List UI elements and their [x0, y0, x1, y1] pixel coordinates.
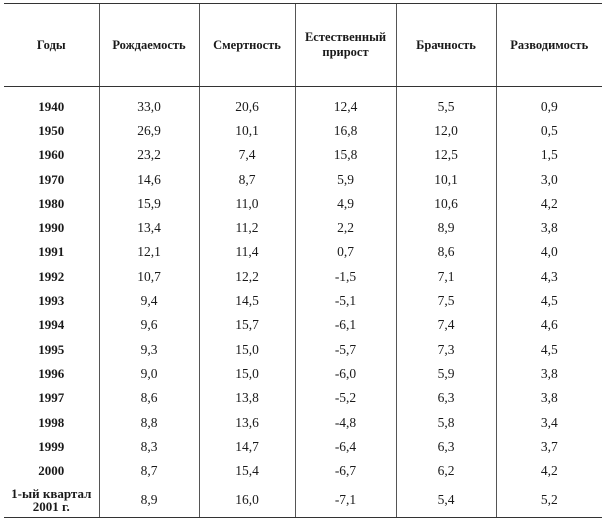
divorce-rate-cell: 4,2 [496, 191, 602, 215]
birth-rate-cell: 10,7 [99, 264, 199, 288]
birth-rate-cell: 26,9 [99, 118, 199, 142]
death-rate-cell: 13,8 [199, 386, 295, 410]
natural-growth-cell: -6,4 [295, 434, 396, 458]
table-row [4, 94, 602, 118]
header-row [4, 4, 602, 87]
table-row [4, 240, 602, 264]
table-row [4, 215, 602, 239]
marriage-rate-cell: 5,4 [396, 483, 496, 518]
year-cell: 1950 [38, 122, 65, 138]
header-gap-row [4, 87, 602, 95]
divorce-rate-cell: 3,8 [496, 386, 602, 410]
birth-rate-cell: 8,6 [99, 386, 199, 410]
death-rate-cell: 14,5 [199, 288, 295, 312]
birth-rate-cell: 15,9 [99, 191, 199, 215]
year-cell: 1999 [38, 438, 65, 454]
year-cell: 1-ый квартал 2001 г. [4, 483, 99, 518]
table-row [4, 288, 602, 312]
table-row [4, 143, 602, 167]
table-row [4, 434, 602, 458]
death-rate-cell: 11,2 [199, 215, 295, 239]
natural-growth-cell: -5,1 [295, 288, 396, 312]
birth-rate-cell: 8,8 [99, 410, 199, 434]
natural-growth-cell: -6,7 [295, 458, 396, 482]
natural-growth-cell: -7,1 [295, 483, 396, 518]
table-row [4, 458, 602, 482]
marriage-rate-cell: 7,3 [396, 337, 496, 361]
divorce-rate-cell: 4,5 [496, 288, 602, 312]
marriage-rate-cell: 6,3 [396, 386, 496, 410]
marriage-rate-cell: 7,4 [396, 313, 496, 337]
marriage-rate-cell: 12,5 [396, 143, 496, 167]
birth-rate-cell: 9,6 [99, 313, 199, 337]
divorce-rate-cell: 5,2 [496, 483, 602, 518]
table-row [4, 337, 602, 361]
divorce-rate-cell: 0,9 [496, 94, 602, 118]
divorce-rate-cell: 4,5 [496, 337, 602, 361]
death-rate-cell: 20,6 [199, 94, 295, 118]
divorce-rate-cell: 3,8 [496, 361, 602, 385]
divorce-rate-cell: 0,5 [496, 118, 602, 142]
year-cell: 1996 [38, 365, 65, 381]
year-cell: 1960 [38, 147, 65, 163]
marriage-rate-cell: 7,1 [396, 264, 496, 288]
death-rate-cell: 14,7 [199, 434, 295, 458]
death-rate-cell: 15,4 [199, 458, 295, 482]
divorce-rate-cell: 3,7 [496, 434, 602, 458]
birth-rate-cell: 13,4 [99, 215, 199, 239]
divorce-rate-cell: 3,4 [496, 410, 602, 434]
table-row [4, 361, 602, 385]
table-row [4, 410, 602, 434]
death-rate-cell: 8,7 [199, 167, 295, 191]
death-rate-cell: 13,6 [199, 410, 295, 434]
marriage-rate-cell: 10,1 [396, 167, 496, 191]
marriage-rate-cell: 5,8 [396, 410, 496, 434]
birth-rate-cell: 9,4 [99, 288, 199, 312]
marriage-rate-cell: 12,0 [396, 118, 496, 142]
header-natural-growth: Естественный прирост [295, 4, 396, 87]
natural-growth-cell: 5,9 [295, 167, 396, 191]
birth-rate-cell: 23,2 [99, 143, 199, 167]
year-cell: 1997 [38, 390, 65, 406]
natural-growth-cell: -6,1 [295, 313, 396, 337]
marriage-rate-cell: 5,9 [396, 361, 496, 385]
divorce-rate-cell: 3,8 [496, 215, 602, 239]
year-cell: 1991 [38, 244, 65, 260]
birth-rate-cell: 9,3 [99, 337, 199, 361]
divorce-rate-cell: 4,6 [496, 313, 602, 337]
table-row [4, 386, 602, 410]
year-cell: 1993 [38, 293, 65, 309]
table-row [4, 313, 602, 337]
demographic-table [4, 3, 602, 518]
year-cell: 1998 [38, 414, 65, 430]
natural-growth-cell: 12,4 [295, 94, 396, 118]
death-rate-cell: 12,2 [199, 264, 295, 288]
marriage-rate-cell: 8,9 [396, 215, 496, 239]
header-birth-rate: Рождаемость [99, 4, 199, 87]
birth-rate-cell: 33,0 [99, 94, 199, 118]
year-cell: 1990 [38, 220, 65, 236]
birth-rate-cell: 12,1 [99, 240, 199, 264]
birth-rate-cell: 8,9 [99, 483, 199, 518]
natural-growth-cell: 2,2 [295, 215, 396, 239]
birth-rate-cell: 8,3 [99, 434, 199, 458]
death-rate-cell: 10,1 [199, 118, 295, 142]
table-row [4, 191, 602, 215]
divorce-rate-cell: 1,5 [496, 143, 602, 167]
table-row [4, 118, 602, 142]
natural-growth-cell: -6,0 [295, 361, 396, 385]
year-cell: 1995 [38, 341, 65, 357]
divorce-rate-cell: 4,2 [496, 458, 602, 482]
year-cell: 2000 [38, 463, 65, 479]
marriage-rate-cell: 10,6 [396, 191, 496, 215]
natural-growth-cell: -5,2 [295, 386, 396, 410]
header-marriage-rate: Брачность [396, 4, 496, 87]
divorce-rate-cell: 4,3 [496, 264, 602, 288]
table-row [4, 167, 602, 191]
marriage-rate-cell: 6,3 [396, 434, 496, 458]
year-cell: 1940 [38, 98, 65, 114]
table-row [4, 483, 602, 518]
birth-rate-cell: 8,7 [99, 458, 199, 482]
natural-growth-cell: 16,8 [295, 118, 396, 142]
death-rate-cell: 15,0 [199, 361, 295, 385]
table-row [4, 264, 602, 288]
death-rate-cell: 11,4 [199, 240, 295, 264]
natural-growth-cell: -4,8 [295, 410, 396, 434]
header-death-rate: Смертность [199, 4, 295, 87]
death-rate-cell: 16,0 [199, 483, 295, 518]
natural-growth-cell: 0,7 [295, 240, 396, 264]
death-rate-cell: 15,7 [199, 313, 295, 337]
natural-growth-cell: 15,8 [295, 143, 396, 167]
natural-growth-cell: 4,9 [295, 191, 396, 215]
marriage-rate-cell: 8,6 [396, 240, 496, 264]
table-body [4, 87, 602, 518]
birth-rate-cell: 9,0 [99, 361, 199, 385]
death-rate-cell: 15,0 [199, 337, 295, 361]
year-cell: 1994 [38, 317, 65, 333]
death-rate-cell: 7,4 [199, 143, 295, 167]
header-divorce-rate: Разводимость [496, 4, 602, 87]
marriage-rate-cell: 6,2 [396, 458, 496, 482]
death-rate-cell: 11,0 [199, 191, 295, 215]
divorce-rate-cell: 3,0 [496, 167, 602, 191]
marriage-rate-cell: 7,5 [396, 288, 496, 312]
year-cell: 1992 [38, 268, 65, 284]
year-cell: 1970 [38, 171, 65, 187]
header-years: Годы [4, 4, 99, 87]
year-cell: 1980 [38, 195, 65, 211]
divorce-rate-cell: 4,0 [496, 240, 602, 264]
marriage-rate-cell: 5,5 [396, 94, 496, 118]
birth-rate-cell: 14,6 [99, 167, 199, 191]
natural-growth-cell: -1,5 [295, 264, 396, 288]
natural-growth-cell: -5,7 [295, 337, 396, 361]
